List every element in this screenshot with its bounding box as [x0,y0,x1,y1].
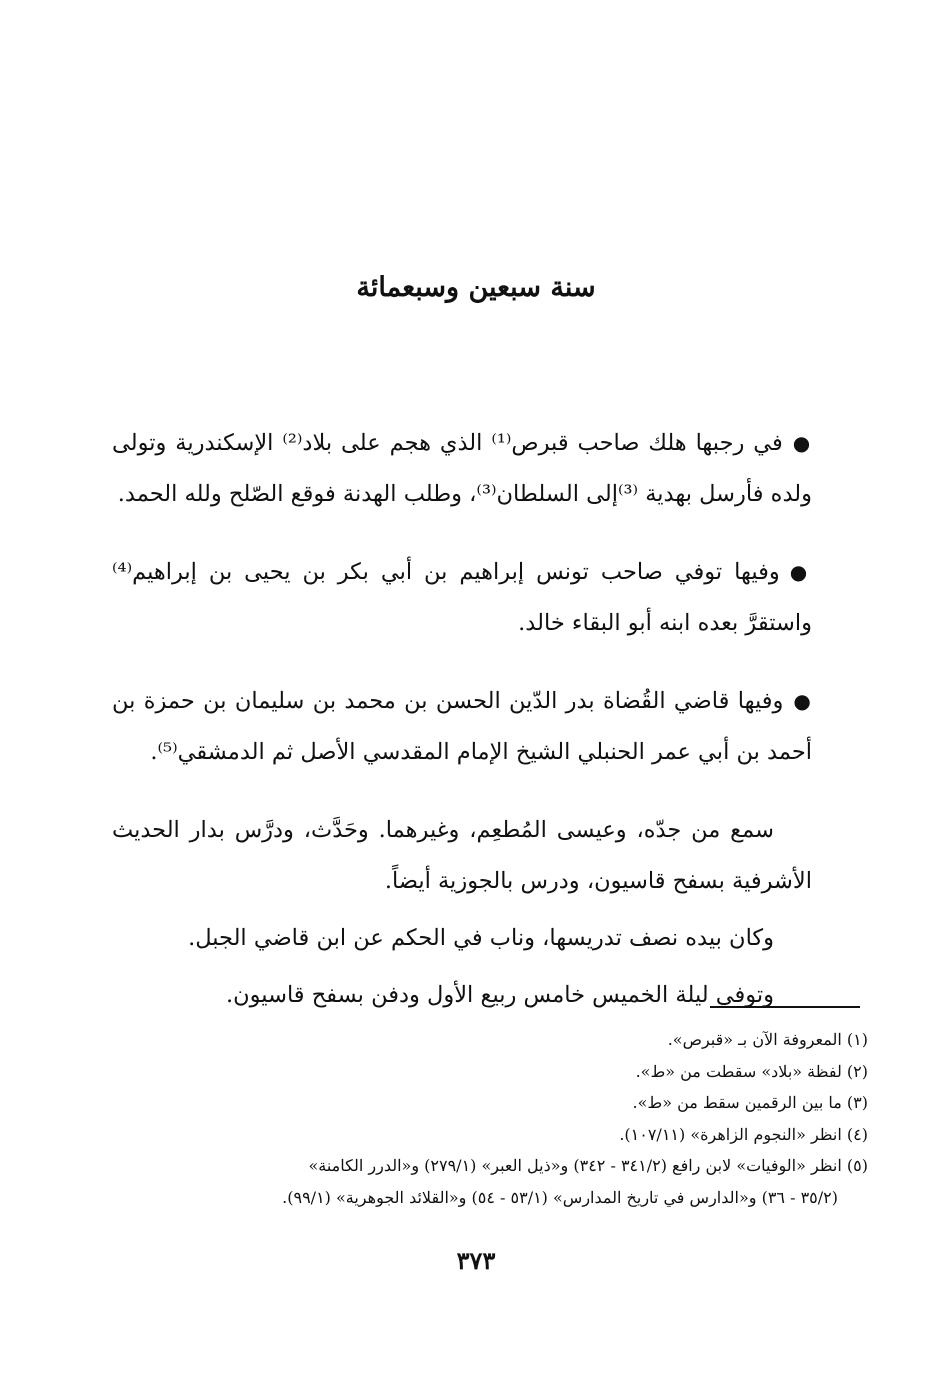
footnote-5: (٥) انظر «الوفيات» لابن رافع (٣٤١/٢ - ٣٤٢) و«ذيل العبر» (٢٧٩/١) و«الدرر الكامنة» [308,1156,868,1175]
footnotes [100,1024,868,1213]
bullet-icon: ● [789,560,813,584]
paragraph-text: وكان بيده نصف تدريسها، وناب في الحكم عن ابن قاضي الجبل. [188,925,774,951]
bullet-icon: ● [792,431,813,455]
paragraph-2 [112,547,812,649]
paragraph-text: سمع من جدّه، وعيسى المُطعِم، وغيرهما. وحَدَّث، ودرَّس بدار الحديث الأشرفية بسفح قاسيون، ودرس بالجوزية أيضاً. [112,817,812,894]
section-title: سنة سبعين وسبعمائة [356,272,596,303]
paragraph-text: في رجبها هلك صاحب قبرص⁽¹⁾ الذي هجم على بلاد⁽²⁾ الإسكندرية وتولى ولده فأرسل بهدية ⁽³⁾إلى السلطان⁽³⁾، وطلب الهدنة فوقع الصّلح ولله الحمد. [112,430,812,507]
paragraph-text: وفيها قاضي القُضاة بدر الدّين الحسن بن محمد بن سليمان بن حمزة بن أحمد بن أبي عمر الحنبلي الشيخ الإمام المقدسي الأصل ثم الدمشقي⁽⁵⁾. [112,688,812,765]
paragraph-1 [112,418,812,520]
main-text [112,418,812,1027]
footnote-2: (٢) لفظة «بلاد» سقطت من «ط». [635,1061,868,1081]
paragraph-text: وتوفي ليلة الخميس خامس ربيع الأول ودفن بسفح قاسيون. [226,982,774,1008]
paragraph-3 [112,676,812,778]
footnote-4: (٤) انظر «النجوم الزاهرة» (١٠٧/١١). [619,1124,868,1144]
page-number: ٣٧٣ [456,1246,496,1275]
footnote-5-continued: (٣٥/٢ - ٣٦) و«الدارس في تاريخ المدارس» (٥٣/١ - ٥٤) و«القلائد الجوهرية» (٩٩/١). [282,1187,838,1207]
paragraph-4 [112,805,812,907]
footnote-3: (٣) ما بين الرقمين سقط من «ط». [632,1093,868,1112]
paragraph-5 [112,913,812,964]
footnote-1: (١) المعروفة الآن بـ «قبرص». [667,1030,868,1049]
footnote-separator [710,1006,860,1008]
paragraph-6 [112,970,812,1021]
bullet-icon: ● [793,689,813,713]
paragraph-text: وفيها توفي صاحب تونس إبراهيم بن أبي بكر بن يحيى بن إبراهيم⁽⁴⁾ واستقرَّ بعده ابنه أبو البقاء خالد. [112,559,812,636]
